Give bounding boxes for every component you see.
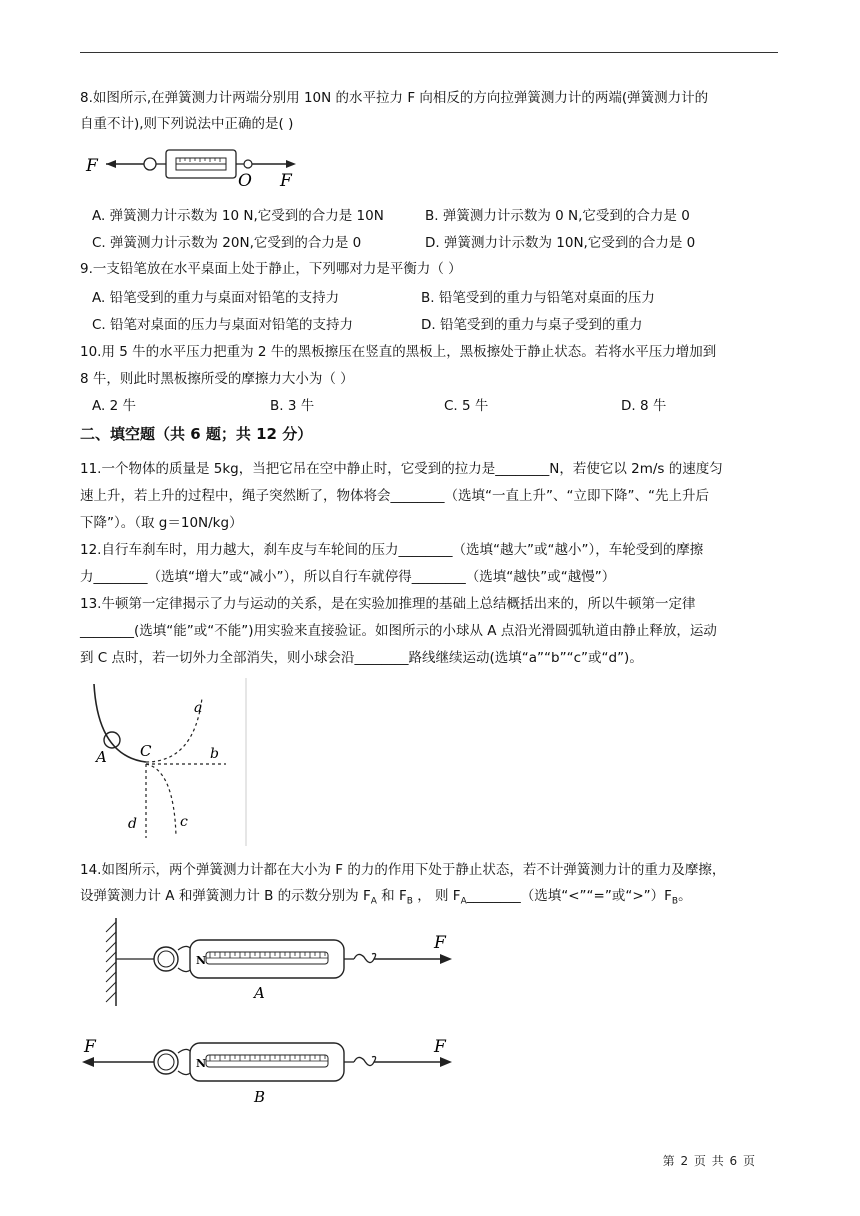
q14-line2-part-a: 设弹簧测力计 A 和弹簧测力计 B 的示数分别为 F [80,888,371,904]
q13-label-a-point: A [96,748,107,766]
q10-option-d: D. 8 牛 [621,398,667,414]
q8-stem-line2: 自重不计),则下列说法中正确的是( ) [80,116,294,132]
q14-line2-part-c: ， 则 F [412,888,461,904]
q11-line1: 11.一个物体的质量是 5kg，当把它吊在空中静止时，它受到的拉力是________N，若使它以 2m/s 的速度匀 [80,461,723,477]
q14-fig-a-f-label: F [434,933,446,953]
q9-stem: 9.一支铅笔放在水平桌面上处于静止，下列哪对力是平衡力（ ） [80,261,462,277]
q14-line1: 14.如图所示，两个弹簧测力计都在大小为 F 的力的作用下处于静止状态，若不计弹簧测力计的重力及摩擦， [80,862,726,878]
q8-fig-label-right-f: F [280,171,292,191]
q8-option-d: D. 弹簧测力计示数为 10N,它受到的合力是 0 [425,235,696,251]
q14-figure-a [82,914,462,1010]
q13-label-c-point: C [140,742,152,760]
q13-label-d: d [128,816,137,832]
q10-option-a: A. 2 牛 [92,398,136,414]
q13-track-figure [84,676,254,848]
q14-line2 [80,886,692,912]
q10-option-b: B. 3 牛 [270,398,315,414]
q11-line3: 下降”）。（取 g＝10N/kg） [80,515,243,531]
q12-line2: 力________（选填“增大”或“减小”），所以自行车就停得________（选填“越快”或“越慢”） [80,569,616,585]
q13-line1: 13.牛顿第一定律揭示了力与运动的关系，是在实验加推理的基础上总结概括出来的，所以牛顿第一定律 [80,596,696,612]
q14-sub-a1: A [370,896,377,907]
header-rule [80,52,778,53]
q8-option-b: B. 弹簧测力计示数为 0 N,它受到的合力是 0 [425,208,690,224]
q11-line2: 速上升，若上升的过程中，绳子突然断了，物体将会________（选填“一直上升”、“立即下降”、“先上升后 [80,488,709,504]
q8-fig-label-o: O [238,171,252,191]
q13-line3: 到 C 点时，若一切外力全部消失，则小球会沿________路线继续运动(选填“a”“b”“c”或“d”)。 [80,650,643,666]
q9-option-d: D. 铅笔受到的重力与桌子受到的重力 [421,317,643,333]
q13-label-a: a [194,700,203,716]
q14-line2-part-b: 和 F [376,888,407,904]
q12-line1: 12.自行车刹车时，用力越大，刹车皮与车轮间的压力________（选填“越大”或“越小”），车轮受到的摩擦 [80,542,704,558]
q14-line2-part-d: ________（选填“<”“=”或“>”）F [466,888,672,904]
q8-fig-label-left-f: F [86,156,98,176]
q10-stem-line1: 10.用 5 牛的水平压力把重为 2 牛的黑板擦压在竖直的黑板上，黑板擦处于静止状态。若将水平压力增加到 [80,344,717,360]
q14-sub-a2: A [460,896,467,907]
q14-fig-b-label: B [254,1088,266,1106]
q8-option-c: C. 弹簧测力计示数为 20N,它受到的合力是 0 [92,235,362,251]
q13-label-c: c [180,814,188,830]
q14-sub-b1: B [406,896,413,907]
q9-option-a: A. 铅笔受到的重力与桌面对铅笔的支持力 [92,290,340,306]
q8-option-a: A. 弹簧测力计示数为 10 N,它受到的合力是 10N [92,208,384,224]
q14-fig-a-n-label: N [196,954,207,967]
q9-option-b: B. 铅笔受到的重力与铅笔对桌面的压力 [421,290,655,306]
q13-line2: ________(选填“能”或“不能”)用实验来直接验证。如图所示的小球从 A 点沿光滑圆弧轨道由静止释放，运动 [80,623,717,639]
q8-spring-scale-figure [84,144,304,192]
page-footer: 第 2 页 共 6 页 [662,1154,756,1168]
q9-option-c: C. 铅笔对桌面的压力与桌面对铅笔的支持力 [92,317,354,333]
q10-option-c: C. 5 牛 [444,398,489,414]
q14-fig-b-f-right-label: F [434,1037,446,1057]
q14-line2-part-e: 。 [678,888,692,904]
q10-stem-line2: 8 牛，则此时黑板擦所受的摩擦力大小为（ ） [80,371,354,387]
section-title: 二、填空题（共 6 题；共 12 分） [80,425,313,443]
q14-sub-b2: B [671,896,679,907]
q13-label-b: b [210,746,219,762]
q14-fig-b-f-left-label: F [84,1037,96,1057]
q14-fig-a-label: A [254,984,265,1002]
q8-stem-line1: 8.如图所示,在弹簧测力计两端分别用 10N 的水平拉力 F 向相反的方向拉弹簧测力计的两端(弹簧测力计的 [80,90,709,106]
q14-fig-b-n-label: N [196,1057,207,1070]
q14-figure-b [82,1032,462,1108]
